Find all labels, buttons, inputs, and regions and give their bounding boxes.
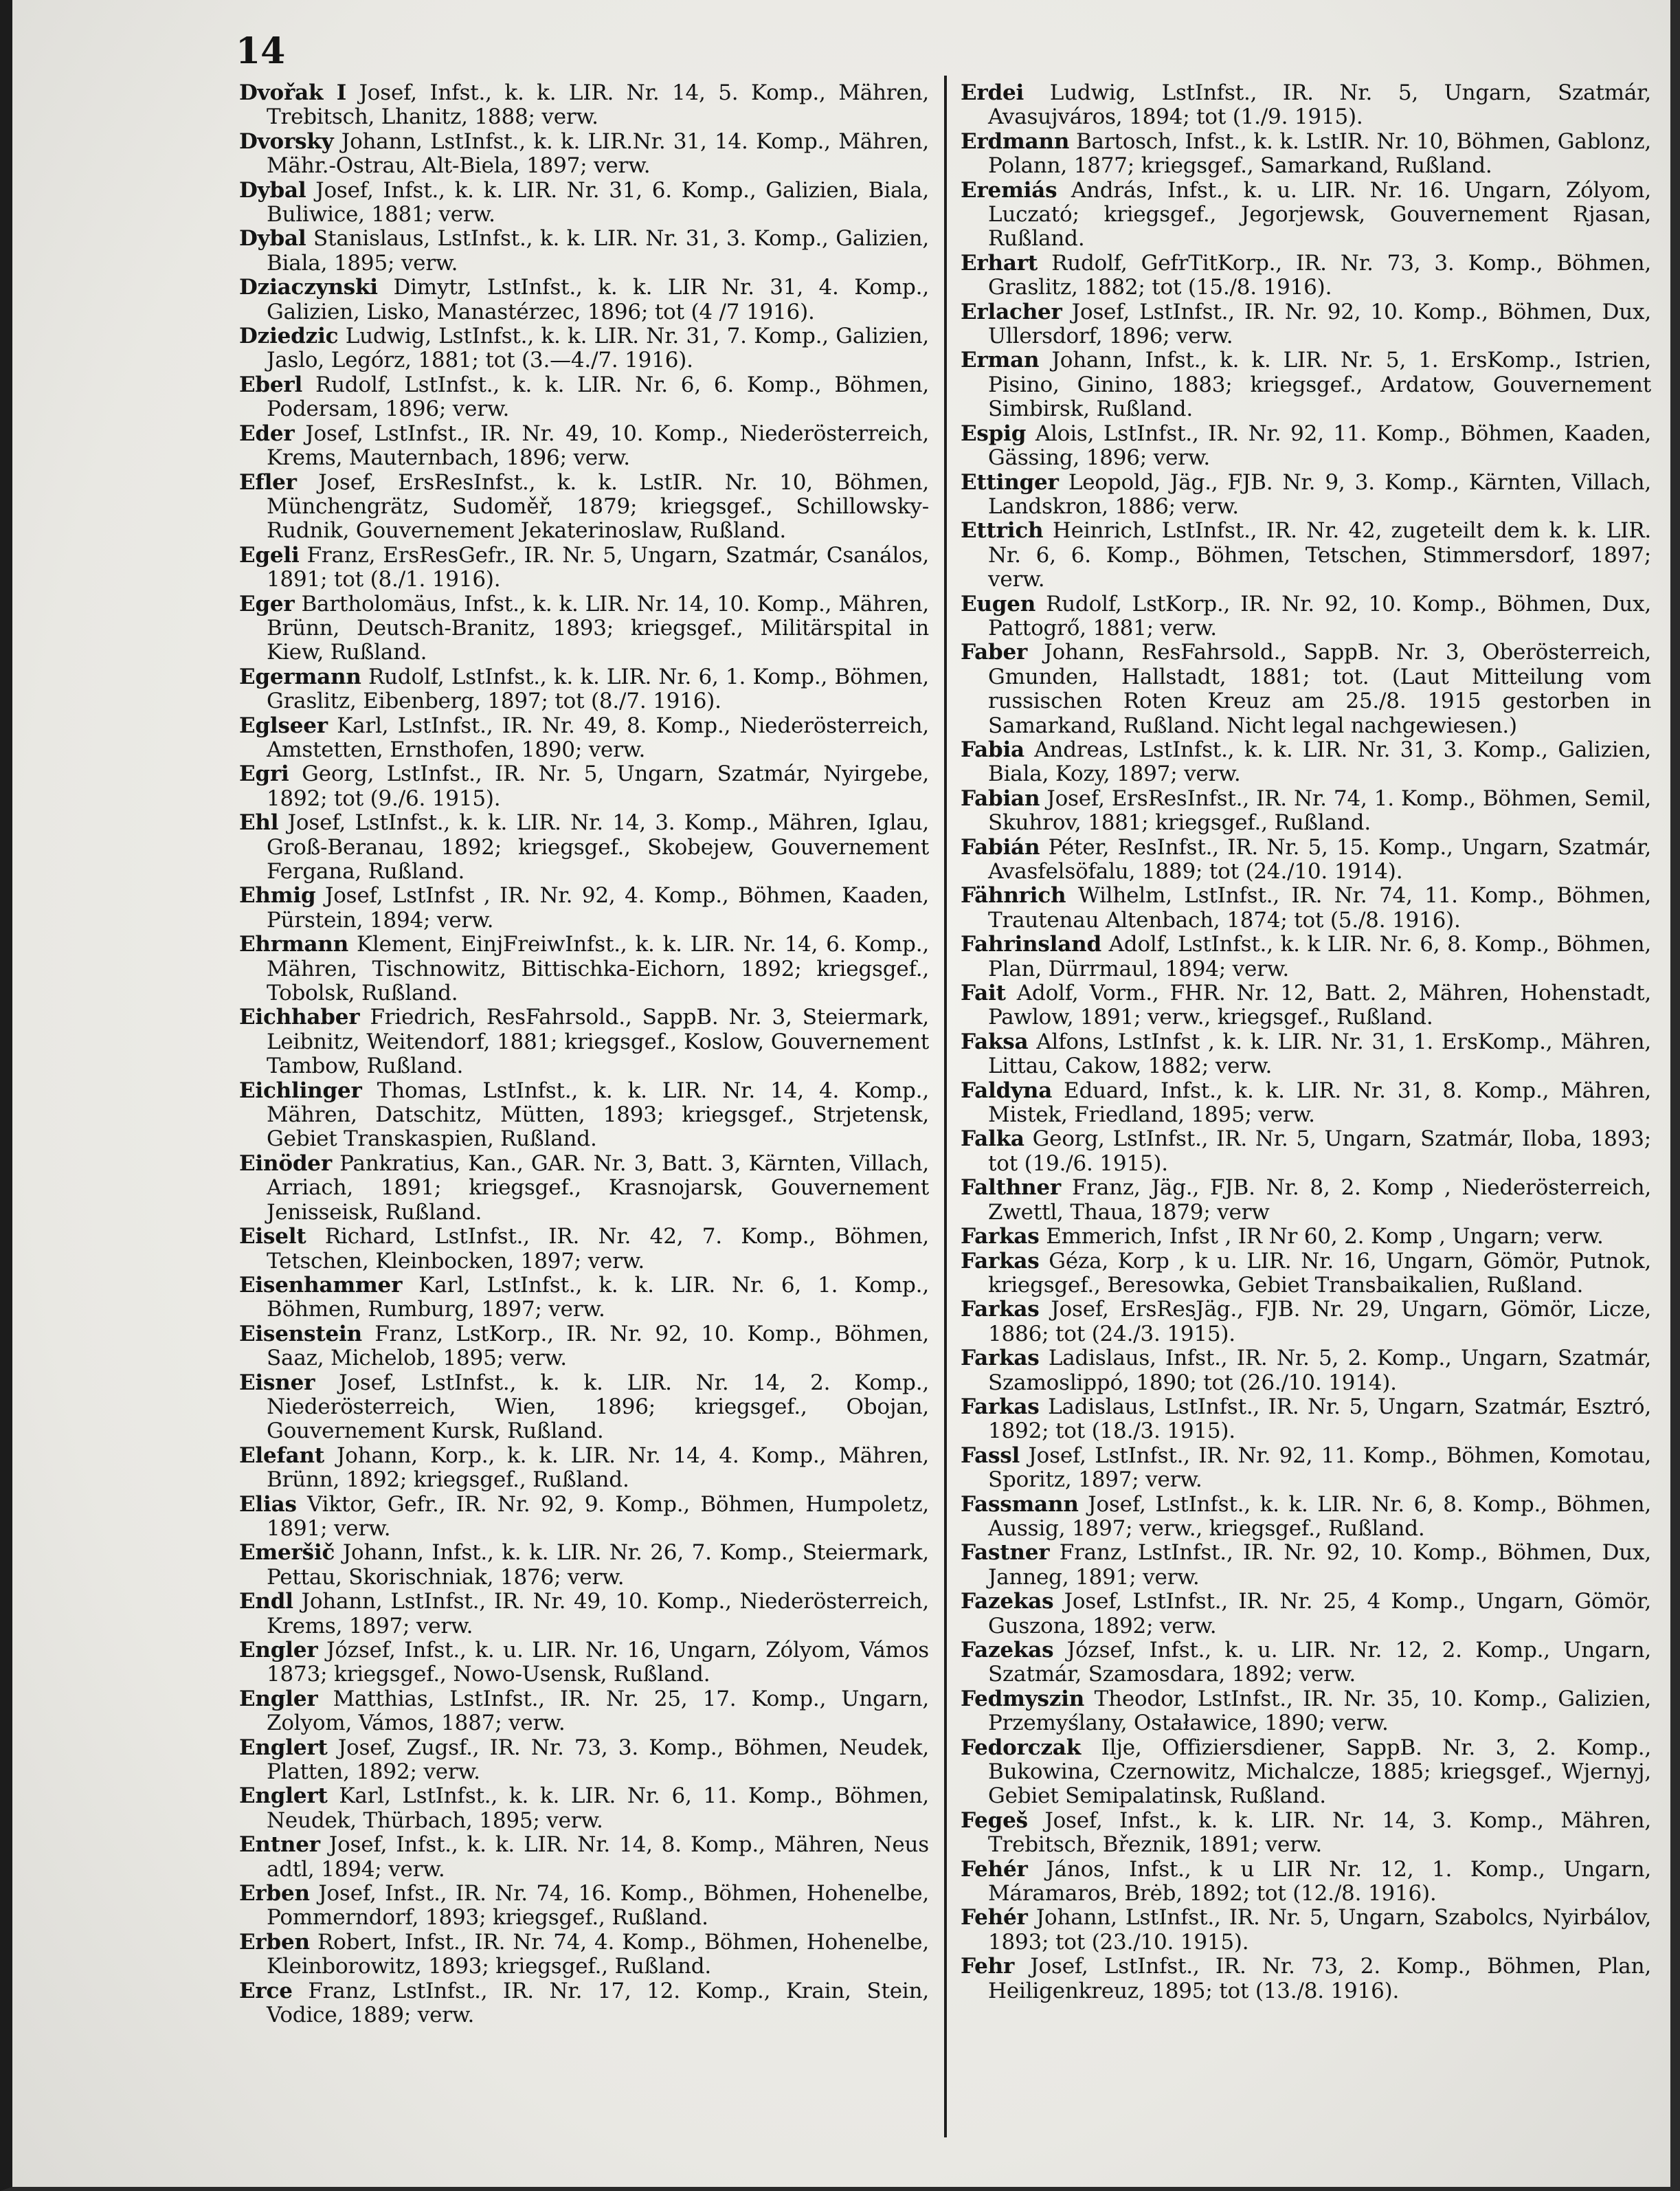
register-entry — [239, 884, 929, 933]
entry-surname: Falka — [961, 1126, 1024, 1152]
entry-details: Franz, ErsResGefr., IR. Nr. 5, Ungarn, Szatmár, Csanálos, 1891; tot (8./1. 1916). — [267, 542, 929, 592]
entry-details: Alois, LstInfst., IR. Nr. 92, 11. Komp., Böhmen, Kaaden, Gässing, 1896; verw. — [988, 421, 1651, 471]
entry-surname: Englert — [239, 1735, 328, 1760]
entry-surname: Erdei — [961, 80, 1024, 105]
entry-details: Dimytr, LstInfst., k. k. LIR Nr. 31, 4. Komp., Galizien, Lisko, Manastérzec, 1896; tot (4 /7 1916). — [267, 275, 929, 324]
entry-surname: Dybal — [239, 177, 306, 203]
entry-details: Franz, Jäg., FJB. Nr. 8, 2. Komp , Niederösterreich, Zwettl, Thaua, 1879; verw — [988, 1175, 1651, 1225]
entry-surname: Fegeš — [961, 1808, 1028, 1833]
register-entry — [961, 471, 1651, 520]
entry-details: Johann, Korp., k. k. LIR. Nr. 14, 4. Komp., Mähren, Brünn, 1892; kriegsgef., Rußland. — [267, 1443, 929, 1493]
register-entry — [961, 1249, 1651, 1298]
entry-surname: Erhart — [961, 250, 1038, 276]
entry-surname: Dvorsky — [239, 129, 334, 154]
entry-details: Theodor, LstInfst., IR. Nr. 35, 10. Komp., Galizien, Przemyślany, Ostaławice, 1890; verw. — [988, 1686, 1651, 1736]
entry-surname: Endl — [239, 1589, 293, 1614]
entry-details: Josef, LstInfst., IR. Nr. 25, 4 Komp., Ungarn, Gömör, Guszona, 1892; verw. — [988, 1589, 1651, 1638]
register-entry — [961, 787, 1651, 836]
entry-details: Josef, LstInfst., IR. Nr. 92, 10. Komp., Böhmen, Dux, Ullersdorf, 1896; verw. — [988, 299, 1651, 349]
entry-details: Franz, LstInfst., IR. Nr. 17, 12. Komp., Krain, Stein, Vodice, 1889; verw. — [267, 1978, 929, 2028]
entry-surname: Eberl — [239, 372, 303, 397]
left-column — [239, 81, 929, 2028]
entry-details: Josef, Infst., k. k. LIR. Nr. 14, 3. Komp., Mähren, Trebitsch, Březnik, 1891; verw. — [988, 1808, 1651, 1858]
entry-surname: Faksa — [961, 1029, 1029, 1054]
entry-details: Josef, LstInfst., IR. Nr. 73, 2. Komp., Böhmen, Plan, Heiligenkreuz, 1895; tot (13./8. 1916). — [988, 1954, 1651, 2003]
entry-details: Josef, Infst., k. k. LIR. Nr. 14, 5. Komp., Mähren, Trebitsch, Lhanitz, 1888; verw. — [267, 80, 929, 130]
entry-details: Ilje, Offiziersdiener, SappB. Nr. 3, 2. Komp., Bukowina, Czernowitz, Michalcze, 1885; kriegsgef., Wjernyj, Gebiet Semipalatinsk, Rußland. — [988, 1735, 1651, 1809]
register-entry — [239, 1833, 929, 1882]
entry-details: Josef, LstInfst., k. k. LIR. Nr. 14, 3. Komp., Mähren, Iglau, Groß-Beranau, 1892; kriegsgef., Skobejew, Gouvernement Fergana, Rußland. — [267, 810, 929, 884]
entry-details: Josef, Infst., k. k. LIR. Nr. 31, 6. Komp., Galizien, Biala, Buliwice, 1881; verw. — [267, 177, 929, 227]
register-entry — [239, 933, 929, 1005]
entry-surname: Entner — [239, 1832, 320, 1858]
entry-surname: Fassl — [961, 1443, 1020, 1468]
entry-surname: Ehrmann — [239, 932, 349, 957]
entry-surname: Dvořak I — [239, 80, 347, 105]
register-entry — [961, 252, 1651, 300]
entry-surname: Farkas — [961, 1248, 1040, 1274]
register-entry — [961, 738, 1651, 787]
register-entry — [961, 1298, 1651, 1346]
register-entry — [961, 1127, 1651, 1176]
register-entry — [961, 1493, 1651, 1542]
register-entry — [961, 1906, 1651, 1955]
entry-details: Pankratius, Kan., GAR. Nr. 3, Batt. 3, Kärnten, Villach, Arriach, 1891; kriegsgef., Krasnojarsk, Gouvernement Jenisseisk, Rußland. — [267, 1150, 929, 1225]
entry-details: Viktor, Gefr., IR. Nr. 92, 9. Komp., Böhmen, Humpoletz, 1891; verw. — [267, 1491, 929, 1541]
entry-surname: Eremiás — [961, 177, 1057, 203]
entry-details: Péter, ResInfst., IR. Nr. 5, 15. Komp., Ungarn, Szatmár, Avasfelsöfalu, 1889; tot (24./10. 1914). — [988, 834, 1651, 884]
entry-details: Josef, ErsResInfst., k. k. LstIR. Nr. 10, Böhmen, Münchengrätz, Sudoměř, 1879; kriegsgef., Schillowsky-Rudnik, Gouvernement Jekaterinoslaw, Rußland. — [267, 469, 929, 544]
entry-surname: Fahrinsland — [961, 932, 1101, 957]
register-entry — [239, 1274, 929, 1322]
entry-details: Georg, LstInfst., IR. Nr. 5, Ungarn, Szatmár, Nyirgebe, 1892; tot (9./6. 1915). — [267, 761, 929, 811]
register-entry — [239, 1005, 929, 1078]
entry-surname: Farkas — [961, 1346, 1040, 1371]
register-entry — [961, 1809, 1651, 1858]
register-entry — [239, 592, 929, 665]
entry-surname: Farkas — [961, 1297, 1040, 1322]
entry-surname: Emeršič — [239, 1540, 335, 1566]
entry-surname: Eger — [239, 591, 295, 616]
register-entry — [961, 1395, 1651, 1444]
entry-surname: Faldyna — [961, 1078, 1053, 1103]
register-entry — [961, 1858, 1651, 1906]
entry-details: Wilhelm, LstInfst., IR. Nr. 74, 11. Komp., Böhmen, Trautenau Altenbach, 1874; tot (5./8. 1916). — [988, 883, 1651, 933]
register-entry — [239, 544, 929, 592]
register-entry — [961, 1687, 1651, 1736]
entry-details: Josef, Infst., IR. Nr. 74, 16. Komp., Böhmen, Hohenelbe, Pommerndorf, 1893; kriegsgef., Rußland. — [267, 1881, 929, 1931]
register-entry — [239, 811, 929, 884]
entry-details: Adolf, LstInfst., k. k LIR. Nr. 6, 8. Komp., Böhmen, Plan, Dürrmaul, 1894; verw. — [988, 932, 1651, 981]
entry-details: Bartosch, Infst., k. k. LstIR. Nr. 10, Böhmen, Gablonz, Polann, 1877; kriegsgef., Samarkand, Rußland. — [988, 129, 1651, 179]
register-entry — [961, 179, 1651, 252]
register-entry — [239, 1444, 929, 1493]
entry-surname: Egri — [239, 761, 289, 787]
entry-details: Adolf, Vorm., FHR. Nr. 12, Batt. 2, Mähren, Hohenstadt, Pawlow, 1891; verw., kriegsgef., Rußland. — [988, 981, 1651, 1030]
register-entry — [961, 592, 1651, 641]
entry-details: Alfons, LstInfst , k. k. LIR. Nr. 31, 1. ErsKomp., Mähren, Littau, Cakow, 1882; verw. — [988, 1029, 1651, 1079]
entry-details: Josef, LstInfst., IR. Nr. 49, 10. Komp., Niederösterreich, Krems, Mauternbach, 1896; verw. — [267, 421, 929, 471]
entry-surname: Fabia — [961, 737, 1024, 762]
entry-surname: Egermann — [239, 664, 361, 689]
entry-details: Robert, Infst., IR. Nr. 74, 4. Komp., Böhmen, Hohenelbe, Kleinborowitz, 1893; kriegsgef., Rußland. — [267, 1929, 929, 1979]
entry-details: Rudolf, LstInfst., k. k. LIR. Nr. 6, 6. Komp., Böhmen, Podersam, 1896; verw. — [267, 372, 929, 422]
register-entry — [961, 1444, 1651, 1493]
register-entry — [239, 762, 929, 811]
register-entry — [239, 1882, 929, 1931]
entry-surname: Fedorczak — [961, 1735, 1081, 1760]
register-entry — [961, 884, 1651, 933]
entry-details: Rudolf, LstKorp., IR. Nr. 92, 10. Komp., Böhmen, Dux, Pattogrő, 1881; verw. — [988, 591, 1651, 641]
column-divider — [944, 76, 947, 2137]
register-entry — [239, 1931, 929, 1979]
register-entry — [961, 519, 1651, 592]
entry-details: Karl, LstInfst., IR. Nr. 49, 8. Komp., Niederösterreich, Amstetten, Ernsthofen, 1890; verw. — [267, 713, 929, 762]
entry-details: Johann, Infst., k. k. LIR. Nr. 26, 7. Komp., Steiermark, Pettau, Skorischniak, 1876; verw. — [267, 1540, 929, 1590]
register-entry — [239, 276, 929, 324]
entry-surname: Fazekas — [961, 1589, 1054, 1614]
entry-details: Klement, EinjFreiwInfst., k. k. LIR. Nr. 14, 6. Komp., Mähren, Tischnowitz, Bittischka-Eichorn, 1892; kriegsgef., Tobolsk, Rußland. — [267, 932, 929, 1006]
register-entry — [239, 714, 929, 763]
entry-surname: Engler — [239, 1686, 318, 1711]
register-entry — [239, 422, 929, 471]
entry-details: József, Infst., k. u. LIR. Nr. 12, 2. Komp., Ungarn, Szatmár, Szamosdara, 1892; verw. — [988, 1638, 1651, 1687]
register-entry — [239, 1687, 929, 1736]
entry-surname: Faber — [961, 640, 1028, 665]
entry-details: Josef, LstInfst., IR. Nr. 92, 11. Komp., Böhmen, Komotau, Sporitz, 1897; verw. — [988, 1443, 1651, 1493]
entry-details: József, Infst., k. u. LIR. Nr. 16, Ungarn, Zólyom, Vámos 1873; kriegsgef., Nowo-Usensk, Rußland. — [267, 1638, 929, 1687]
register-entry — [239, 471, 929, 544]
entry-details: Josef, ErsResInfst., IR. Nr. 74, 1. Komp., Böhmen, Semil, Skuhrov, 1881; kriegsgef., Rußland. — [988, 786, 1651, 836]
register-entry — [239, 1541, 929, 1590]
entry-details: Johann, Infst., k. k. LIR. Nr. 5, 1. ErsKomp., Istrien, Pisino, Ginino, 1883; kriegsgef., Ardatow, Gouvernement Simbirsk, Rußland. — [988, 348, 1651, 422]
entry-details: Franz, LstKorp., IR. Nr. 92, 10. Komp., Böhmen, Saaz, Michelob, 1895; verw. — [267, 1321, 929, 1371]
register-entry — [961, 1638, 1651, 1687]
register-entry — [961, 933, 1651, 981]
register-entry — [239, 373, 929, 422]
entry-surname: Espig — [961, 421, 1027, 446]
entry-details: András, Infst., k. u. LIR. Nr. 16. Ungarn, Zólyom, Luczató; kriegsgef., Jegorjewsk, Gouvernement Rjasan, Rußland. — [988, 177, 1651, 252]
entry-details: Emmerich, Infst , IR Nr 60, 2. Komp , Ungarn; verw. — [1039, 1224, 1604, 1249]
register-entry — [961, 1225, 1651, 1249]
entry-details: Ladislaus, Infst., IR. Nr. 5, 2. Komp., Ungarn, Szatmár, Szamoslippó, 1890; tot (26./10. 1914). — [988, 1346, 1651, 1395]
entry-surname: Erman — [961, 348, 1040, 373]
entry-details: Leopold, Jäg., FJB. Nr. 9, 3. Komp., Kärnten, Villach, Landskron, 1886; verw. — [988, 469, 1651, 519]
entry-details: Andreas, LstInfst., k. k. LIR. Nr. 31, 3. Komp., Galizien, Biala, Kozy, 1897; verw. — [988, 737, 1651, 787]
entry-surname: Fabián — [961, 834, 1040, 860]
entry-details: Josef, Infst., k. k. LIR. Nr. 14, 8. Komp., Mähren, Neus adtl, 1894; verw. — [267, 1832, 929, 1882]
entry-surname: Eichlinger — [239, 1078, 362, 1103]
entry-surname: Englert — [239, 1783, 328, 1809]
register-entry — [239, 1493, 929, 1542]
register-entry — [239, 1225, 929, 1274]
entry-surname: Ehl — [239, 810, 279, 836]
register-entry — [961, 1030, 1651, 1079]
entry-details: Friedrich, ResFahrsold., SappB. Nr. 3, Steiermark, Leibnitz, Weitendorf, 1881; kriegsgef., Koslow, Gouvernement Tambow, Rußland. — [267, 1005, 929, 1079]
register-entry — [239, 1371, 929, 1444]
register-entry — [961, 836, 1651, 885]
register-entry — [961, 1346, 1651, 1395]
register-entry — [239, 324, 929, 373]
entry-details: Johann, LstInfst., k. k. LIR.Nr. 31, 14. Komp., Mähren, Mähr.-Ostrau, Alt-Biela, 1897; verw. — [267, 129, 929, 179]
entry-details: Rudolf, GefrTitKorp., IR. Nr. 73, 3. Komp., Böhmen, Graslitz, 1882; tot (15./8. 1916). — [988, 250, 1651, 300]
entry-details: Rudolf, LstInfst., k. k. LIR. Nr. 6, 1. Komp., Böhmen, Graslitz, Eibenberg, 1897; tot (8./7. 1916). — [267, 664, 929, 714]
register-entry — [239, 130, 929, 179]
entry-surname: Fedmyszin — [961, 1686, 1085, 1711]
entry-details: Ladislaus, LstInfst., IR. Nr. 5, Ungarn, Szatmár, Esztró, 1892; tot (18./3. 1915). — [988, 1394, 1651, 1444]
register-entry — [239, 179, 929, 227]
entry-surname: Ehmig — [239, 883, 316, 909]
entry-details: Eduard, Infst., k. k. LIR. Nr. 31, 8. Komp., Mähren, Mistek, Friedland, 1895; verw. — [988, 1078, 1651, 1128]
entry-surname: Erben — [239, 1881, 310, 1906]
register-entry — [961, 1955, 1651, 2003]
entry-details: Georg, LstInfst., IR. Nr. 5, Ungarn, Szatmár, Iloba, 1893; tot (19./6. 1915). — [988, 1126, 1651, 1176]
entry-details: Josef, LstInfst., k. k. LIR. Nr. 14, 2. Komp., Niederösterreich, Wien, 1896; kriegsgef., Obojan, Gouvernement Kursk, Rußland. — [267, 1370, 929, 1444]
entry-details: Franz, LstInfst., IR. Nr. 92, 10. Komp., Böhmen, Dux, Janneg, 1891; verw. — [988, 1540, 1651, 1590]
entry-surname: Erdmann — [961, 129, 1070, 154]
entry-details: János, Infst., k u LIR Nr. 12, 1. Komp., Ungarn, Máramaros, Brėb, 1892; tot (12./8. 1916). — [988, 1856, 1651, 1906]
entry-details: Richard, LstInfst., IR. Nr. 42, 7. Komp., Böhmen, Tetschen, Kleinbocken, 1897; verw. — [267, 1224, 929, 1274]
entry-surname: Eisner — [239, 1370, 315, 1395]
entry-details: Josef, LstInfst., k. k. LIR. Nr. 6, 8. Komp., Böhmen, Aussig, 1897; verw., kriegsgef., Rußland. — [988, 1491, 1651, 1541]
register-entry — [961, 81, 1651, 130]
entry-surname: Dziedzic — [239, 324, 339, 349]
entry-surname: Farkas — [961, 1394, 1040, 1419]
entry-details: Josef, LstInfst , IR. Nr. 92, 4. Komp., Böhmen, Kaaden, Pürstein, 1894; verw. — [267, 883, 929, 933]
entry-details: Heinrich, LstInfst., IR. Nr. 42, zugeteilt dem k. k. LIR. Nr. 6, 6. Komp., Böhmen, Tetschen, Stimmersdorf, 1897; verw. — [988, 518, 1651, 592]
entry-details: Josef, Zugsf., IR. Nr. 73, 3. Komp., Böhmen, Neudek, Platten, 1892; verw. — [267, 1735, 929, 1785]
register-entry — [961, 1079, 1651, 1128]
entry-surname: Erce — [239, 1978, 293, 2003]
entry-surname: Fabian — [961, 786, 1040, 811]
entry-details: Matthias, LstInfst., IR. Nr. 25, 17. Komp., Ungarn, Zolyom, Vámos, 1887; verw. — [267, 1686, 929, 1736]
register-entry — [239, 81, 929, 130]
register-entry — [961, 422, 1651, 471]
entry-surname: Fastner — [961, 1540, 1050, 1566]
entry-surname: Erlacher — [961, 299, 1062, 324]
page-number: 14 — [236, 30, 286, 72]
entry-surname: Dybal — [239, 226, 306, 252]
entry-details: Karl, LstInfst., k. k. LIR. Nr. 6, 11. Komp., Böhmen, Neudek, Thürbach, 1895; verw. — [267, 1783, 929, 1833]
register-entry — [239, 1322, 929, 1371]
entry-surname: Engler — [239, 1638, 318, 1662]
register-entry — [961, 348, 1651, 421]
register-entry — [239, 1736, 929, 1785]
right-column — [961, 81, 1651, 2003]
register-entry — [961, 1541, 1651, 1590]
register-entry — [239, 1590, 929, 1638]
register-entry — [239, 1079, 929, 1152]
entry-details: Josef, ErsResJäg., FJB. Nr. 29, Ungarn, Gömör, Licze, 1886; tot (24./3. 1915). — [988, 1297, 1651, 1346]
entry-details: Thomas, LstInfst., k. k. LIR. Nr. 14, 4. Komp., Mähren, Datschitz, Mütten, 1893; kriegsgef., Strjetensk, Gebiet Transkaspien, Rußland. — [267, 1078, 929, 1152]
register-entry — [961, 1736, 1651, 1809]
register-entry — [961, 1176, 1651, 1225]
entry-surname: Eisenhammer — [239, 1272, 403, 1298]
entry-surname: Ettrich — [961, 518, 1044, 544]
entry-details: Géza, Korp , k u. LIR. Nr. 16, Ungarn, Gömör, Putnok, kriegsgef., Beresowka, Gebiet Transbaikalien, Rußland. — [988, 1248, 1651, 1298]
register-entry — [239, 227, 929, 276]
register-entry — [961, 300, 1651, 349]
entry-details: Stanislaus, LstInfst., k. k. LIR. Nr. 31, 3. Komp., Galizien, Biala, 1895; verw. — [267, 226, 929, 276]
entry-surname: Einöder — [239, 1150, 332, 1176]
entry-surname: Fait — [961, 981, 1006, 1006]
entry-surname: Fähnrich — [961, 883, 1066, 909]
entry-surname: Fehér — [961, 1856, 1028, 1882]
register-entry — [961, 981, 1651, 1030]
entry-details: Karl, LstInfst., k. k. LIR. Nr. 6, 1. Komp., Böhmen, Rumburg, 1897; verw. — [267, 1272, 929, 1322]
entry-surname: Dziaczynski — [239, 275, 378, 300]
register-entry — [239, 665, 929, 714]
register-entry — [239, 1979, 929, 2028]
entry-surname: Falthner — [961, 1175, 1062, 1201]
entry-surname: Eugen — [961, 591, 1036, 616]
entry-details: Ludwig, LstInfst., IR. Nr. 5, Ungarn, Szatmár, Avasujváros, 1894; tot (1./9. 1915). — [988, 80, 1651, 130]
entry-surname: Fehér — [961, 1905, 1028, 1931]
entry-surname: Eiselt — [239, 1224, 306, 1249]
register-entry — [961, 1590, 1651, 1638]
register-entry — [961, 130, 1651, 179]
entry-surname: Elefant — [239, 1443, 325, 1468]
entry-surname: Fassmann — [961, 1491, 1079, 1517]
register-entry — [239, 1784, 929, 1833]
register-entry — [961, 641, 1651, 738]
entry-surname: Elias — [239, 1491, 297, 1517]
entry-surname: Eder — [239, 421, 295, 446]
entry-details: Bartholomäus, Infst., k. k. LIR. Nr. 14, 10. Komp., Mähren, Brünn, Deutsch-Branitz, 1893; kriegsgef., Militärspital in Kiew, Rußland. — [267, 591, 929, 665]
entry-details: Johann, LstInfst., IR. Nr. 49, 10. Komp., Niederösterreich, Krems, 1897; verw. — [267, 1589, 929, 1638]
entry-surname: Fazekas — [961, 1638, 1054, 1662]
entry-surname: Egeli — [239, 542, 300, 568]
entry-surname: Farkas — [961, 1224, 1040, 1249]
register-entry — [239, 1638, 929, 1687]
entry-surname: Eichhaber — [239, 1005, 360, 1030]
entry-surname: Ettinger — [961, 469, 1059, 495]
register-entry — [239, 1152, 929, 1225]
entry-surname: Fehr — [961, 1954, 1015, 1979]
entry-details: Johann, ResFahrsold., SappB. Nr. 3, Oberösterreich, Gmunden, Hallstadt, 1881; tot. (Laut Mitteilung vom russischen Roten Kreuz am 25./8. 1915 gestorben in Samarkand, Rußland. Nicht legal nachgewiesen.) — [988, 640, 1651, 738]
entry-details: Ludwig, LstInfst., k. k. LIR. Nr. 31, 7. Komp., Galizien, Jaslo, Legórz, 1881; tot (3.—4./7. 1916). — [267, 324, 929, 373]
entry-surname: Erben — [239, 1929, 310, 1955]
entry-surname: Eisenstein — [239, 1321, 362, 1346]
entry-surname: Efler — [239, 469, 297, 495]
entry-details: Johann, LstInfst., IR. Nr. 5, Ungarn, Szabolcs, Nyirbálov, 1893; tot (23./10. 1915). — [988, 1905, 1651, 1955]
entry-surname: Eglseer — [239, 713, 328, 738]
